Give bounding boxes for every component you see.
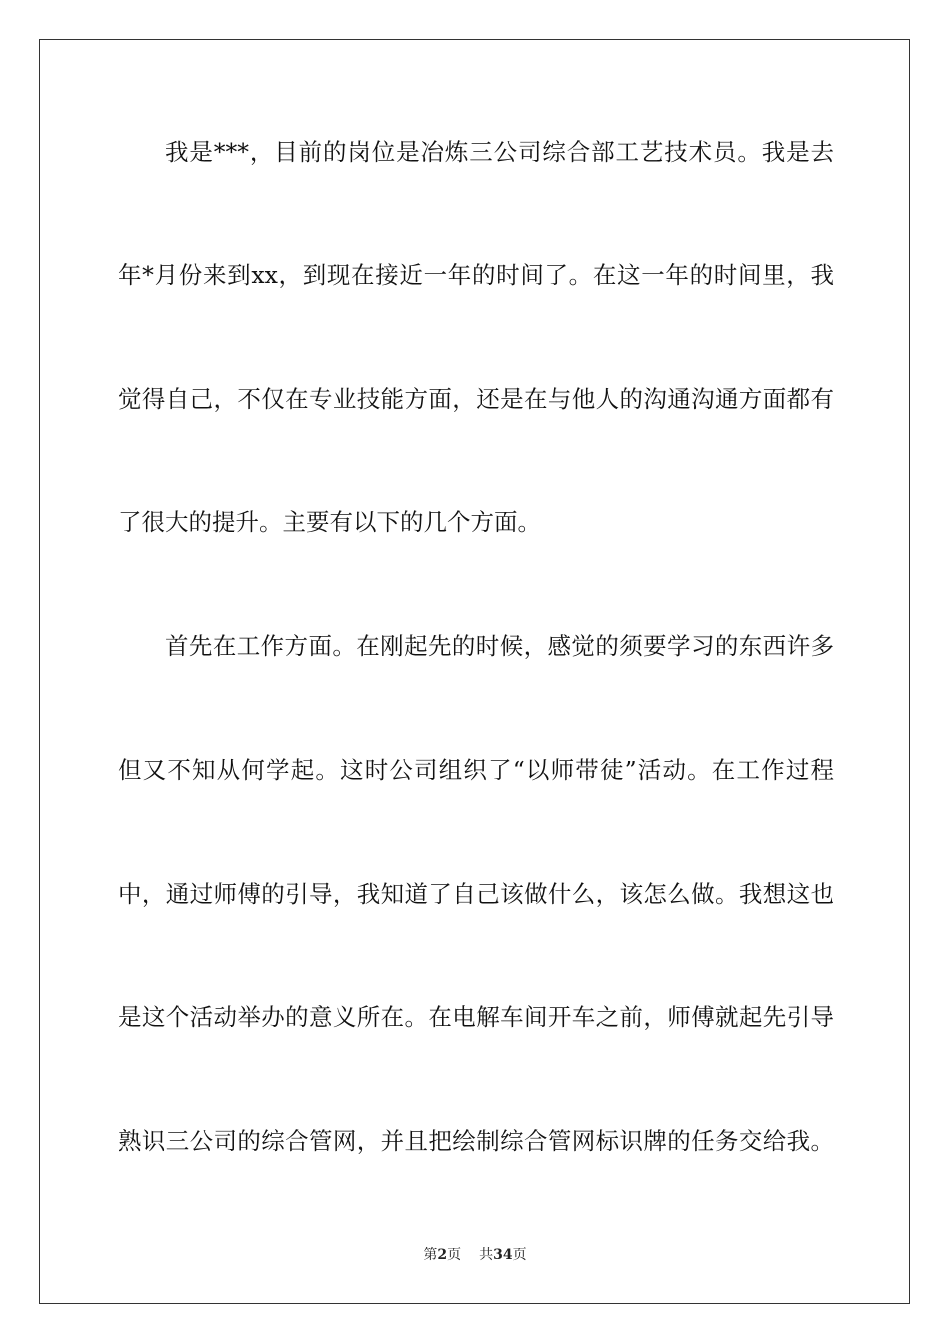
paragraph-2-line-3: 中，通过师傅的引导，我知道了自己该做什么，该怎么做。我想这也	[118, 880, 834, 908]
page-number: 2	[437, 1247, 448, 1263]
total-prefix: 共	[479, 1247, 494, 1263]
paragraph-2-line-4: 是这个活动举办的意义所在。在电解车间开车之前，师傅就起先引导	[118, 1003, 834, 1031]
paragraph-1-line-2: 年*月份来到xx，到现在接近一年的时间了。在这一年的时间里，我	[118, 261, 834, 289]
page-suffix: 页	[447, 1247, 462, 1263]
total-suffix: 页	[512, 1247, 527, 1263]
paragraph-1-line-3: 觉得自己，不仅在专业技能方面，还是在与他人的沟通沟通方面都有	[118, 385, 834, 413]
paragraph-2-line-5: 熟识三公司的综合管网，并且把绘制综合管网标识牌的任务交给我。	[118, 1127, 834, 1155]
page-border	[39, 39, 910, 1304]
paragraph-1-line-4: 了很大的提升。主要有以下的几个方面。	[118, 508, 541, 536]
paragraph-2-line-1: 首先在工作方面。在刚起先的时候，感觉的须要学习的东西许多	[165, 632, 834, 660]
page-prefix: 第	[423, 1247, 438, 1263]
page-footer	[0, 1245, 950, 1265]
paragraph-1-line-1: 我是***，目前的岗位是冶炼三公司综合部工艺技术员。我是去	[165, 138, 834, 166]
total-pages: 34	[493, 1247, 513, 1263]
paragraph-2-line-2: 但又不知从何学起。这时公司组织了“以师带徒”活动。在工作过程	[118, 756, 834, 784]
